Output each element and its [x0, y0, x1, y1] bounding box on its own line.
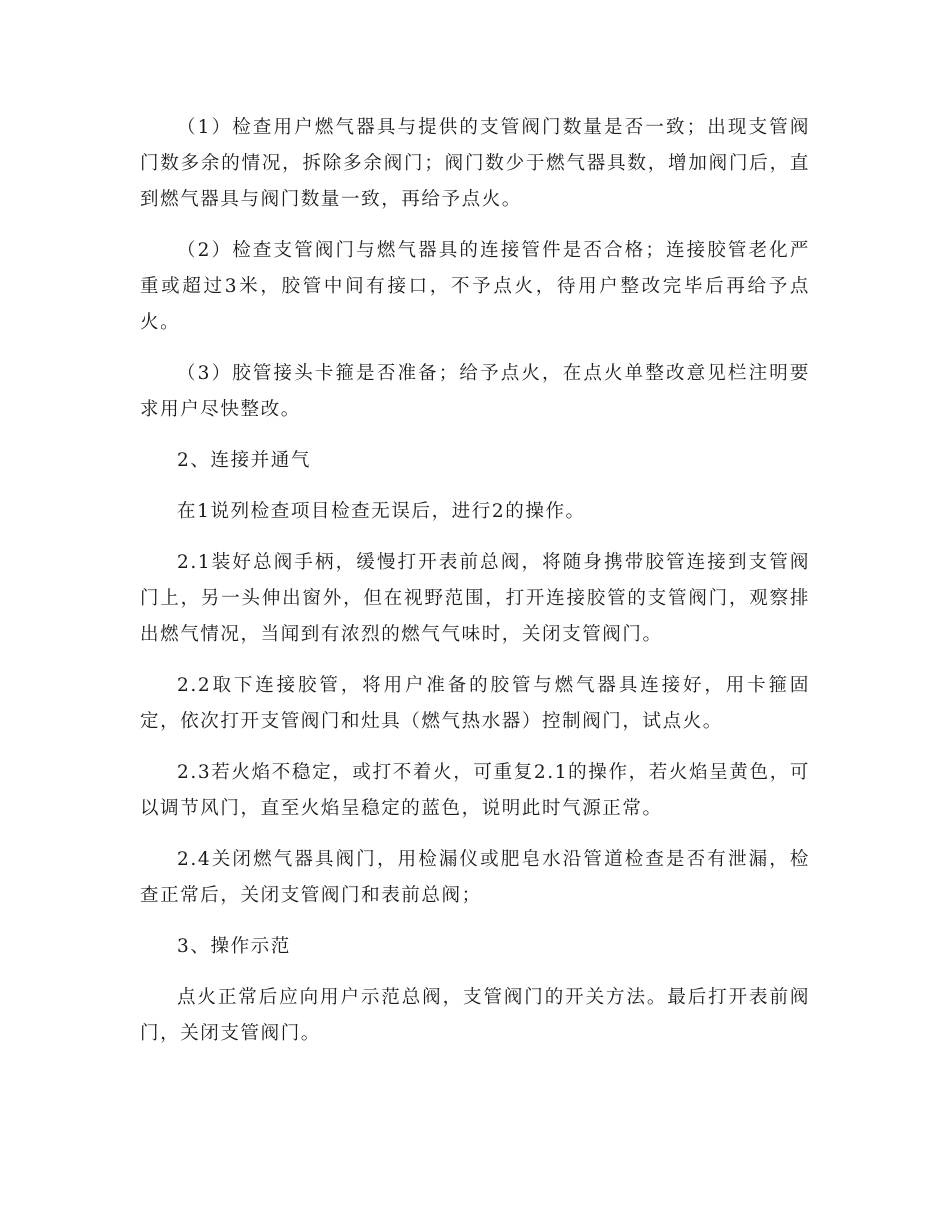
paragraph-step-2-3: 2.3若火焰不稳定，或打不着火，可重复2.1的操作，若火焰呈黄色，可以调节风门，直至火焰呈稳定的蓝色，说明此时气源正常。: [140, 762, 810, 819]
paragraph-step-2-1: 2.1装好总阀手柄，缓慢打开表前总阀，将随身携带胶管连接到支管阀门上，另一头伸出窗外，但在视野范围，打开连接胶管的支管阀门，观察排出燃气情况，当闻到有浓烈的燃气气味时，关闭支管阀门。: [140, 552, 810, 645]
section-heading-demonstration: 3、操作示范: [177, 936, 291, 957]
section-heading-connect-gas: 2、连接并通气: [177, 450, 311, 471]
paragraph-check-fittings: （2）检查支管阀门与燃气器具的连接管件是否合格；连接胶管老化严重或超过3米，胶管中间有接口，不予点火，待用户整改完毕后再给予点火。: [140, 240, 810, 333]
paragraph-check-clamp: （3）胶管接头卡箍是否准备；给予点火，在点火单整改意见栏注明要求用户尽快整改。: [140, 363, 810, 420]
paragraph-after-check: 在1说列检查项目检查无误后，进行2的操作。: [177, 501, 586, 522]
paragraph-step-2-4: 2.4关闭燃气器具阀门，用检漏仪或肥皂水沿管道检查是否有泄漏，检查正常后，关闭支管阀门和表前总阀；: [140, 849, 810, 906]
paragraph-demonstration: 点火正常后应向用户示范总阀，支管阀门的开关方法。最后打开表前阀门，关闭支管阀门。: [140, 987, 810, 1044]
paragraph-check-valve-count: （1）检查用户燃气器具与提供的支管阀门数量是否一致；出现支管阀门数多余的情况，拆除多余阀门；阀门数少于燃气器具数，增加阀门后，直到燃气器具与阀门数量一致，再给予点火。: [140, 117, 810, 210]
paragraph-step-2-2: 2.2取下连接胶管，将用户准备的胶管与燃气器具连接好，用卡箍固定，依次打开支管阀门和灶具（燃气热水器）控制阀门，试点火。: [140, 675, 810, 732]
